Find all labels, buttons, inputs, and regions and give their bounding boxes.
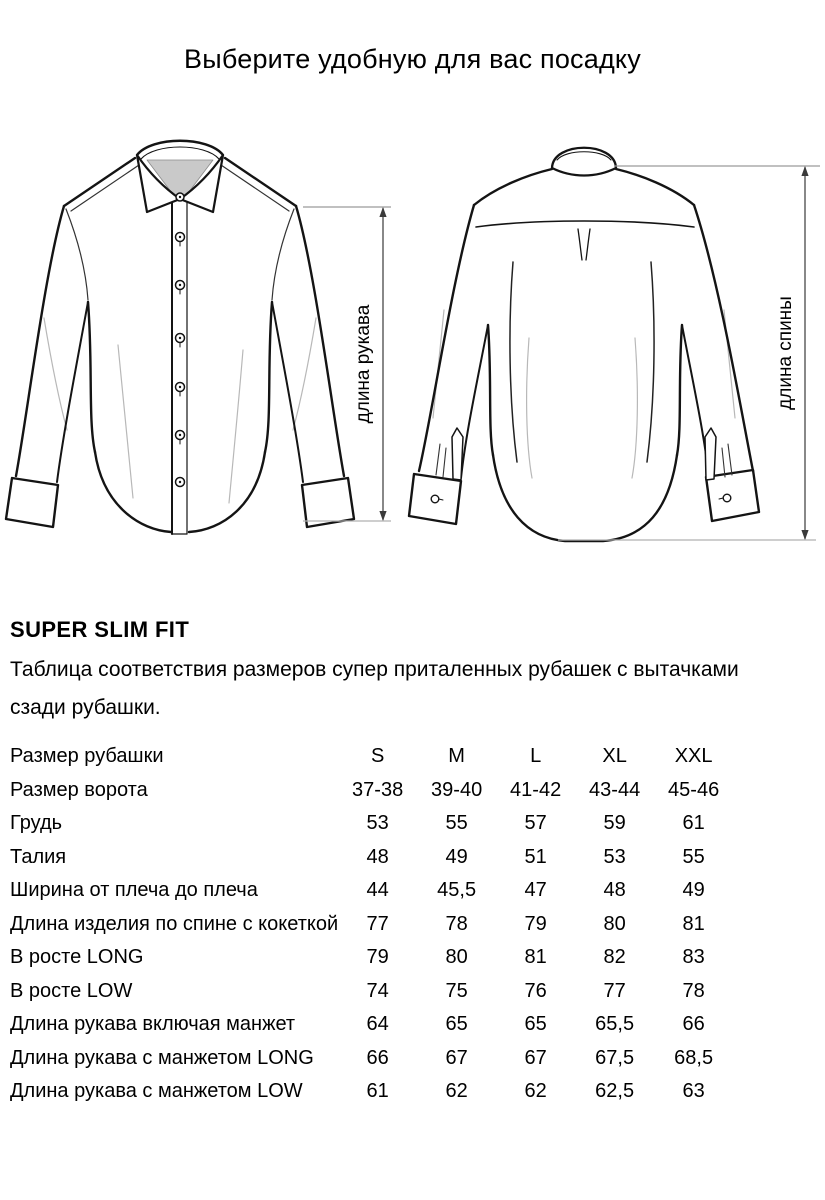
table-description bbox=[10, 651, 810, 727]
size-table-row bbox=[10, 1075, 733, 1109]
size-value-cell: 75 bbox=[445, 979, 468, 1002]
description-line-2: сзади рубашки. bbox=[10, 696, 161, 719]
size-column-header: S bbox=[370, 745, 385, 768]
size-value-cell: 45-46 bbox=[668, 778, 720, 801]
size-row-label: В росте LOW bbox=[10, 979, 133, 1002]
back-length-dimension bbox=[558, 166, 820, 540]
size-value-cell: 47 bbox=[524, 879, 547, 902]
size-value-cell: 67,5 bbox=[595, 1046, 635, 1069]
back-darts bbox=[510, 262, 654, 462]
back-right-side-seam bbox=[677, 325, 682, 455]
size-value-cell: 81 bbox=[524, 946, 547, 969]
size-value-cell: 53 bbox=[603, 845, 626, 868]
front-right-shoulder bbox=[225, 158, 296, 206]
size-table-row bbox=[10, 841, 733, 875]
size-value-cell: 83 bbox=[682, 946, 705, 969]
size-table-row bbox=[10, 1008, 733, 1042]
back-center-pleat bbox=[578, 229, 590, 260]
shirt-back-drawing bbox=[409, 148, 759, 541]
size-table-row bbox=[10, 807, 733, 841]
back-yoke-seam bbox=[476, 221, 694, 227]
size-value-cell: 62,5 bbox=[595, 1080, 635, 1103]
size-value-cell: 80 bbox=[445, 946, 468, 969]
size-value-cell: 80 bbox=[603, 912, 626, 935]
size-value-cell: 41-42 bbox=[510, 778, 562, 801]
size-value-cell: 55 bbox=[682, 845, 705, 868]
size-value-cell: 66 bbox=[366, 1046, 389, 1069]
size-value-cell: 51 bbox=[524, 845, 547, 868]
size-row-label: В росте LONG bbox=[10, 946, 144, 969]
back-right-sleeve-placket bbox=[705, 428, 716, 480]
size-table-row bbox=[10, 941, 733, 975]
size-column-header: M bbox=[448, 745, 465, 768]
size-value-cell: 65,5 bbox=[595, 1013, 635, 1036]
size-row-label: Грудь bbox=[10, 812, 63, 835]
size-value-cell: 62 bbox=[445, 1080, 468, 1103]
size-row-label: Талия bbox=[10, 845, 67, 868]
size-value-cell: 76 bbox=[524, 979, 547, 1002]
description-line-1: Таблица соответствия размеров супер приталенных рубашек с вытачками bbox=[10, 658, 739, 681]
size-column-header: L bbox=[530, 745, 542, 768]
size-value-cell: 49 bbox=[445, 845, 468, 868]
front-left-side-seam bbox=[88, 302, 95, 452]
front-right-sleeve-inner-seam bbox=[272, 302, 303, 482]
size-value-cell: 44 bbox=[366, 879, 389, 902]
back-left-shoulder bbox=[474, 169, 552, 205]
size-value-cell: 78 bbox=[682, 979, 705, 1002]
back-length-label: длина спины bbox=[775, 296, 796, 410]
back-right-shoulder bbox=[616, 169, 694, 205]
size-row-label: Размер ворота bbox=[10, 778, 148, 801]
size-value-cell: 45,5 bbox=[437, 879, 477, 902]
back-left-sleeve-outline bbox=[419, 205, 474, 471]
front-buttons bbox=[176, 193, 185, 487]
size-value-cell: 67 bbox=[524, 1046, 547, 1069]
size-value-cell: 68,5 bbox=[674, 1046, 714, 1069]
size-table bbox=[10, 740, 733, 1109]
arrow-up-icon bbox=[379, 207, 386, 217]
front-left-shoulder bbox=[64, 158, 135, 206]
size-value-cell: 62 bbox=[524, 1080, 547, 1103]
back-left-sleeve-inner-seam bbox=[461, 325, 488, 478]
size-value-cell: 64 bbox=[366, 1013, 389, 1036]
size-value-cell: 55 bbox=[445, 812, 468, 835]
size-value-cell: 57 bbox=[524, 812, 547, 835]
size-value-cell: 65 bbox=[445, 1013, 468, 1036]
front-right-sleeve-outline bbox=[296, 206, 344, 476]
shirt-diagrams bbox=[0, 110, 825, 580]
size-table-header-row bbox=[10, 740, 733, 774]
front-collar-band-seam bbox=[141, 147, 219, 159]
front-left-cuff bbox=[6, 478, 58, 527]
size-table-row bbox=[10, 975, 733, 1009]
size-value-cell: 61 bbox=[682, 812, 705, 835]
size-column-header: XL bbox=[602, 745, 627, 768]
page-title: Выберите удобную для вас посадку bbox=[184, 44, 641, 74]
front-right-cuff bbox=[302, 478, 354, 527]
size-value-cell: 61 bbox=[366, 1080, 389, 1103]
sleeve-length-dimension bbox=[303, 207, 391, 521]
size-value-cell: 67 bbox=[445, 1046, 468, 1069]
size-row-label: Размер рубашки bbox=[10, 745, 164, 768]
size-table-body bbox=[10, 740, 733, 1109]
size-table-row bbox=[10, 908, 733, 942]
size-value-cell: 43-44 bbox=[589, 778, 641, 801]
size-value-cell: 48 bbox=[603, 879, 626, 902]
back-hem bbox=[493, 455, 677, 541]
back-left-side-seam bbox=[488, 325, 493, 455]
size-value-cell: 79 bbox=[366, 946, 389, 969]
size-value-cell: 79 bbox=[524, 912, 547, 935]
size-row-label: Длина рукава с манжетом LONG bbox=[10, 1046, 314, 1069]
size-column-header: XXL bbox=[674, 745, 713, 768]
size-value-cell: 53 bbox=[366, 812, 389, 835]
arrow-up-icon bbox=[801, 166, 808, 176]
size-value-cell: 39-40 bbox=[431, 778, 483, 801]
back-fold-lines bbox=[433, 310, 735, 478]
size-value-cell: 77 bbox=[603, 979, 626, 1002]
size-row-label: Длина рукава с манжетом LOW bbox=[10, 1080, 303, 1103]
size-value-cell: 63 bbox=[682, 1080, 705, 1103]
back-left-sleeve-placket bbox=[452, 428, 463, 480]
size-row-label: Ширина от плеча до плеча bbox=[10, 879, 258, 902]
size-value-cell: 77 bbox=[366, 912, 389, 935]
size-row-label: Длина рукава включая манжет bbox=[10, 1013, 296, 1036]
size-value-cell: 81 bbox=[682, 912, 705, 935]
size-table-row bbox=[10, 774, 733, 808]
size-value-cell: 82 bbox=[603, 946, 626, 969]
front-left-sleeve-inner-seam bbox=[57, 302, 88, 482]
size-value-cell: 78 bbox=[445, 912, 468, 935]
size-value-cell: 74 bbox=[366, 979, 389, 1002]
back-cuff-gather-lines bbox=[436, 444, 732, 477]
arrow-down-icon bbox=[379, 511, 386, 521]
size-value-cell: 59 bbox=[603, 812, 626, 835]
sleeve-length-label: длина рукава bbox=[353, 304, 374, 424]
fit-heading: SUPER SLIM FIT bbox=[10, 617, 190, 642]
size-value-cell: 37-38 bbox=[352, 778, 404, 801]
shirt-front-drawing bbox=[6, 141, 354, 534]
front-hem bbox=[95, 452, 265, 532]
back-cuff-buttons bbox=[431, 494, 731, 503]
size-value-cell: 49 bbox=[682, 879, 705, 902]
size-value-cell: 65 bbox=[524, 1013, 547, 1036]
front-left-sleeve-outline bbox=[16, 206, 64, 476]
size-table-row bbox=[10, 1042, 733, 1076]
size-value-cell: 66 bbox=[682, 1013, 705, 1036]
size-value-cell: 48 bbox=[366, 845, 389, 868]
arrow-down-icon bbox=[801, 530, 808, 540]
size-row-label: Длина изделия по спине с кокеткой bbox=[10, 912, 339, 935]
size-table-row bbox=[10, 874, 733, 908]
front-right-side-seam bbox=[265, 302, 272, 452]
